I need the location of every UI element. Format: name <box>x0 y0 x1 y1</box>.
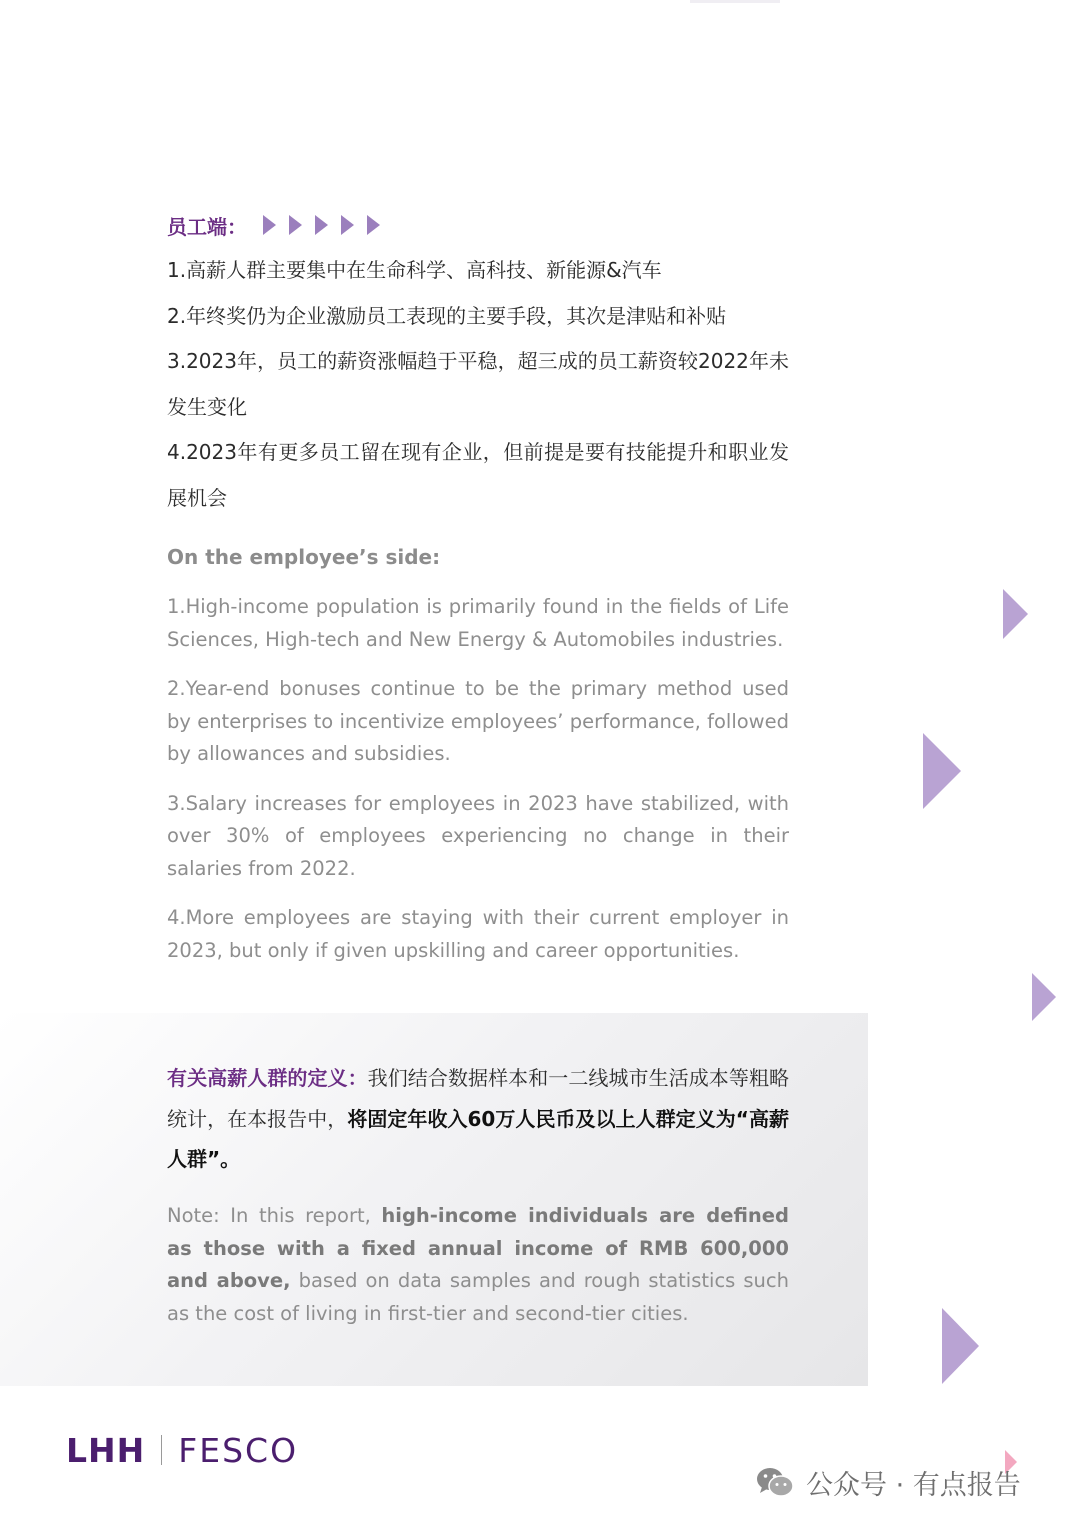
employee-side-heading <box>167 208 393 242</box>
employee-side-zh-list <box>167 248 789 521</box>
decor-triangle-icon <box>923 733 961 809</box>
decor-triangle-icon <box>1032 973 1056 1021</box>
en-list-item: 4.More employees are staying with their current employer in 2023, but only if given upskilling and career opportunities. <box>167 906 789 962</box>
company-logo <box>66 1428 298 1472</box>
arrow-right-icon <box>367 215 380 235</box>
logo-fesco: FESCO <box>178 1430 299 1470</box>
wechat-icon <box>756 1466 794 1498</box>
arrow-right-icon <box>263 215 276 235</box>
zh-list-item: 3.2023年，员工的薪资涨幅趋于平稳，超三成的员工薪资较2022年未发生变化 <box>167 349 789 419</box>
note-prefix: Note: In this report, <box>167 1204 382 1227</box>
decor-triangle-icon <box>942 1308 979 1384</box>
en-list-item: 2.Year-end bonuses continue to be the primary method used by enterprises to incentivize employees’ performance, followed by allowances and subsidies. <box>167 677 789 765</box>
arrow-right-icon <box>341 215 354 235</box>
definition-en <box>167 1200 789 1330</box>
zh-list-item: 1.高薪人群主要集中在生命科学、高科技、新能源&汽车 <box>167 258 662 282</box>
heading-arrows <box>263 215 393 235</box>
decor-triangle-icon <box>1003 589 1028 639</box>
en-list-item: 1.High-income population is primarily found in the fields of Life Sciences, High-tech and New Energy & Automobiles industries. <box>167 595 789 651</box>
arrow-right-icon <box>315 215 328 235</box>
top-edge-mark <box>690 0 780 3</box>
employee-side-label: 员工端： <box>167 214 247 239</box>
note-suffix: based on data samples and rough statistics such as the cost of living in first-tier and second-tier cities. <box>167 1269 789 1325</box>
note-bold: high-income individuals are defined as those with a fixed annual income of RMB 600,000 and above, <box>167 1204 789 1292</box>
employee-side-en-section <box>167 540 789 967</box>
logo-lhh: LHH <box>66 1430 146 1470</box>
wechat-watermark <box>756 1462 1021 1502</box>
definition-bold: 将固定年收入60万人民币及以上人群定义为“高薪人群”。 <box>167 1106 789 1171</box>
definition-zh <box>167 1058 789 1180</box>
arrow-right-icon <box>289 215 302 235</box>
logo-divider <box>161 1435 162 1465</box>
definition-text: 我们结合数据样本和一二线城市生活成本等粗略统计，在本报告中， <box>167 1066 790 1131</box>
watermark-text: 公众号 · 有点报告 <box>806 1469 1021 1501</box>
en-section-title: On the employee’s side: <box>167 545 441 569</box>
zh-list-item: 4.2023年有更多员工留在现有企业，但前提是要有技能提升和职业发展机会 <box>167 440 789 510</box>
definition-lead: 有关高薪人群的定义： <box>167 1066 368 1090</box>
en-list-item: 3.Salary increases for employees in 2023 have stabilized, with over 30% of employees experiencing no change in their salaries from 2022. <box>167 791 789 880</box>
zh-list-item: 2.年终奖仍为企业激励员工表现的主要手段，其次是津贴和补贴 <box>167 303 727 328</box>
